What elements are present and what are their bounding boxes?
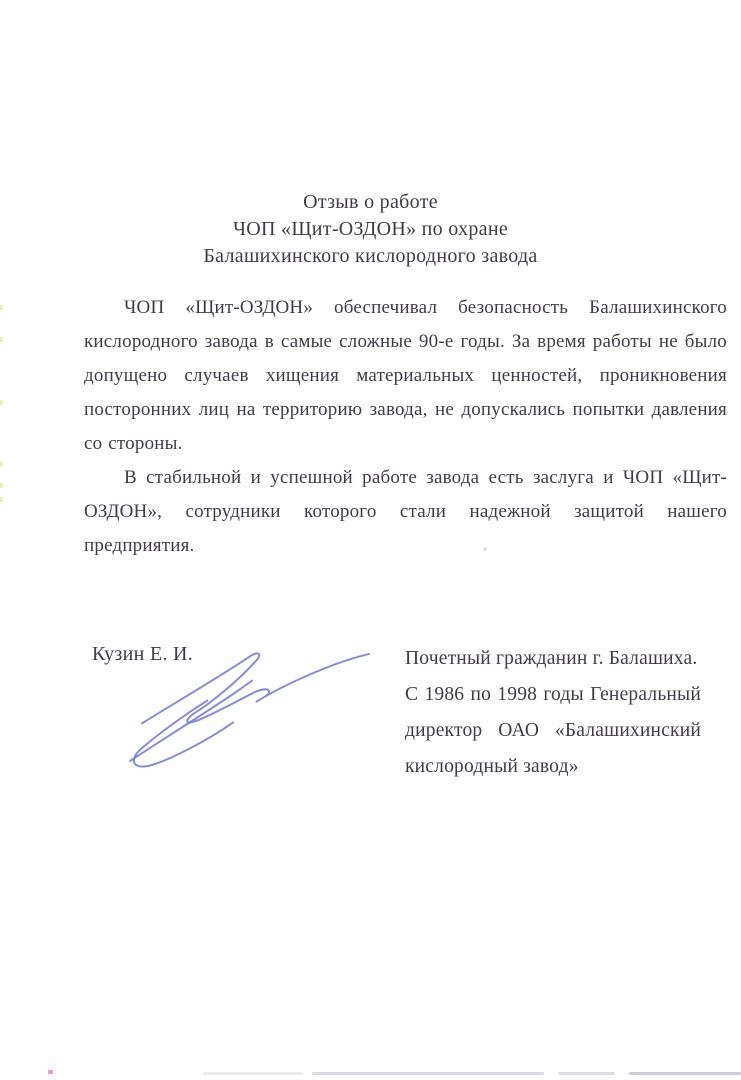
scan-edge-speck [0,400,3,405]
document-title [0,189,741,270]
scan-edge-speck [0,497,3,502]
title-line-2: ЧОП «Щит-ОЗДОН» по охране [232,218,509,240]
scan-magenta-dot [48,1070,53,1074]
scan-edge-speck [0,483,3,488]
scan-edge-speck [0,462,3,467]
signatory-name: Кузин Е. И. [92,643,194,665]
scan-bottom-streak [558,1072,615,1075]
signatory-title-line-1: Почетный гражданин г. Балашиха. [405,648,698,669]
scan-edge-speck [0,305,3,310]
signatory-title-block [405,641,701,785]
scan-bottom-streak [203,1072,303,1075]
signatory-title-line-2: С 1986 по 1998 годы Генеральный [405,684,701,705]
signature-stroke-main [142,653,369,723]
signatory-title-line-3: директор ОАО «Балашихинский [405,720,701,741]
handwritten-signature [122,646,394,770]
signatory-title-line-4: кислородный завод» [405,756,579,777]
scan-edge-speck [0,337,3,342]
scan-bottom-streak [629,1072,741,1075]
scan-paper-speck [483,547,487,551]
body-paragraph-1: ЧОП «Щит-ОЗДОН» обеспечивал безопасность Балашихинского кислородного завода в самые сложные 90-е годы. За время работы не было допущено случаев хищения материальных ценностей, проникновения посторонних лиц на территорию завода, не допускались попытки давления со стороны. [84,297,727,454]
document-body [84,291,727,563]
body-paragraph-2: В стабильной и успешной работе завода есть заслуга и ЧОП «Щит-ОЗДОН», сотрудники которого стали надежной защитой нашего предприятия. [84,467,727,556]
scan-bottom-streak [312,1072,544,1075]
title-line-3: Балашихинского кислородного завода [203,245,538,267]
title-line-1: Отзыв о работе [303,191,438,213]
